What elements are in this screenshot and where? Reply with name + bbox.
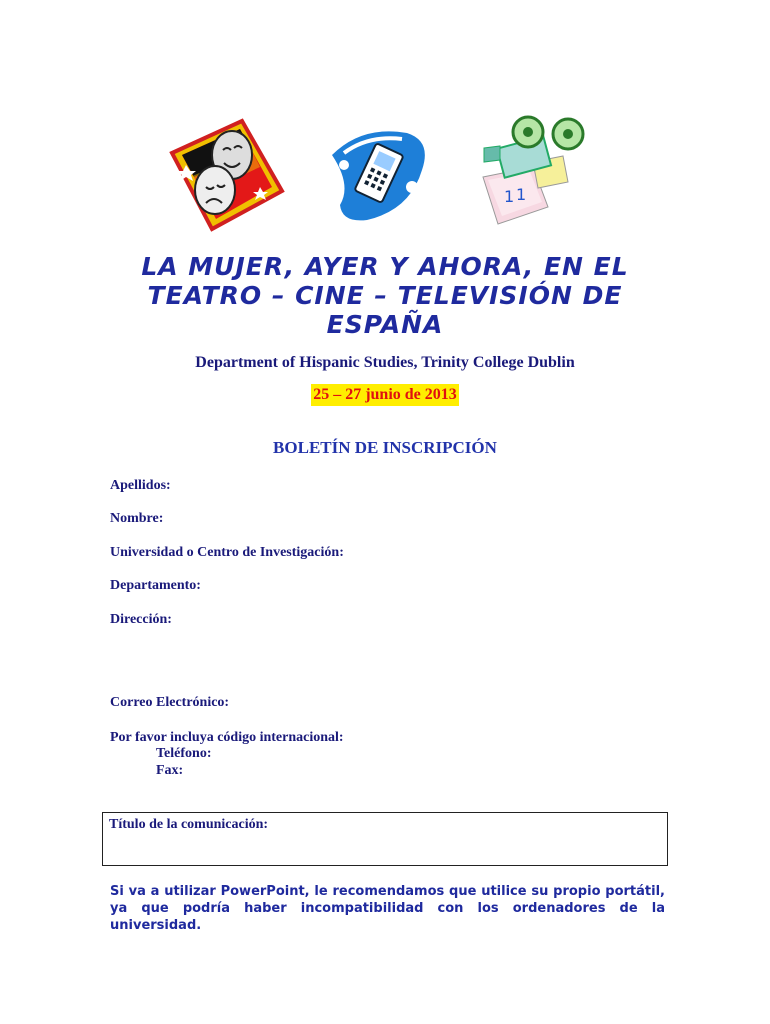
- clipart-row: [0, 110, 770, 240]
- title-line: LA MUJER, AYER Y AHORA, EN EL: [141, 252, 629, 281]
- departamento-label: Departamento:: [110, 578, 201, 593]
- mobile-phone-icon: [322, 125, 437, 225]
- form-title: BOLETÍN DE INSCRIPCIÓN: [273, 438, 497, 457]
- telefono-label: Teléfono:: [156, 746, 212, 761]
- date-container: [0, 384, 770, 406]
- powerpoint-note: Si va a utilizar PowerPoint, le recomendamos que utilice su propio portátil, ya que podría haber incompatibilidad con los ordenadores de la universidad.: [110, 884, 665, 933]
- title-line: TEATRO – CINE – TELEVISIÓN DE: [147, 281, 623, 310]
- film-projector-icon: [478, 112, 593, 227]
- international-code-note: Por favor incluya código internacional:: [110, 730, 344, 745]
- svg-text:1: 1: [516, 185, 527, 204]
- email-label: Correo Electrónico:: [110, 695, 230, 710]
- theater-masks-icon: [160, 115, 290, 235]
- communication-title-box[interactable]: [102, 812, 668, 866]
- department-line: Department of Hispanic Studies, Trinity College Dublin: [195, 354, 575, 371]
- communication-title-label: Título de la comunicación:: [109, 817, 269, 832]
- conference-dates: 25 – 27 junio de 2013: [311, 384, 459, 406]
- title-line: ESPAÑA: [326, 310, 444, 339]
- universidad-label: Universidad o Centro de Investigación:: [110, 545, 344, 560]
- nombre-label: Nombre:: [110, 511, 164, 526]
- direccion-label: Dirección:: [110, 612, 172, 627]
- conference-title: [60, 252, 710, 339]
- apellidos-label: Apellidos:: [110, 478, 171, 493]
- fax-label: Fax:: [156, 763, 184, 778]
- svg-text:1: 1: [504, 187, 515, 206]
